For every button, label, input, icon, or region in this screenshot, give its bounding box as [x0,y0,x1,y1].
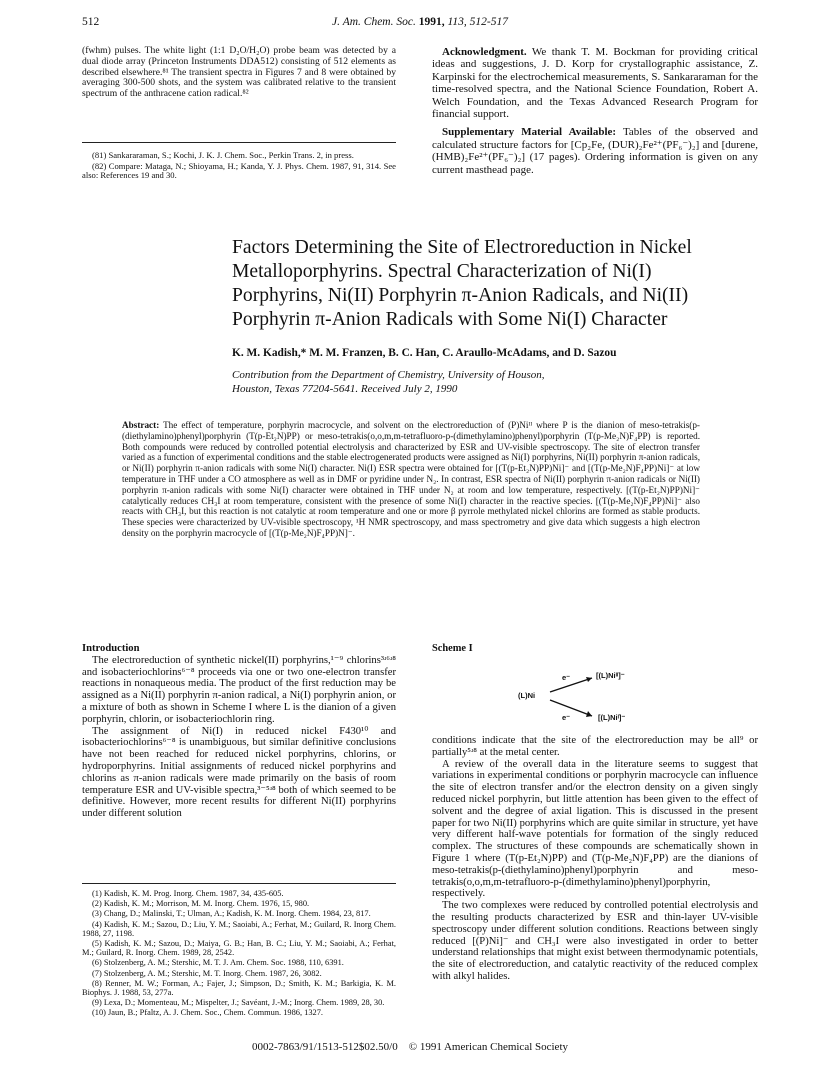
reference-5: (5) Kadish, K. M.; Sazou, D.; Maiya, G. B.; Han, B. C.; Liu, Y. M.; Saoiabi, A.; Ferhat, M.; Guilard, R. Inorg. Chem. 1989, 28, 2542. [82,939,396,958]
acknowledgment-block [432,46,758,176]
article-affiliation [232,368,702,396]
footer-code: 0002-7863/91/1513-512$02.50/0 [251,1041,398,1053]
reference-9: (9) Lexa, D.; Momenteau, M.; Mispelter, J.; Savéant, J.-M.; Inorg. Chem. 1989, 28, 30. [92,998,385,1008]
page-number: 512 [82,16,100,28]
right-paragraph-2: A review of the overall data in the literature seems to suggest that variations in experimental conditions or porphyrin macrocycle can influence the site of electron transfer and/or the electron density on a given singly reduced nickel porphyrin, but little attention has been given to the effect of solvent and the degree of axial ligation. This is discussed in the present paper for two Ni(II) porphyrins which are quite similar in structure, yet have very different half-wave potentials for formation of the singly reduced complex. The structures of these compounds are schematically shown in Figure 1 where (T(p-Et₂N)PP) and (T(p-Me₂N)F₄PP) are the dianions of meso-tetrakis(p-(diethylamino)phenyl)porphyrin and meso-tetrakis(o,o,m,m-tetrafluoro-p-(dimethylamino)phenyl)porphyrin, respectively. [432,758,758,900]
reference-4: (4) Kadish, K. M.; Sazou, D.; Liu, Y. M.; Saoiabi, A.; Ferhat, M.; Guilard, R. Inorg Chem. 1988, 27, 1198. [82,919,396,938]
scheme-electron-lower: e⁻ [562,713,571,722]
affiliation-line-2: Houston, Texas 77204-5641. Received July 2, 1990 [232,383,458,395]
footnote-divider [82,142,396,143]
references-list [82,889,396,1019]
footnote-82: (82) Compare: Mataga, N.; Shioyama, H.; Kanda, Y. J. Phys. Chem. 1987, 91, 314. See also: References 19 and 30. [82,160,396,181]
reference-7: (7) Stolzenberg, A. M.; Stershic, M. T. Inorg. Chem. 1987, 26, 3082. [92,968,322,978]
introduction-paragraph-2: The assignment of Ni(I) in reduced nickel F430¹⁰ and isobacteriochlorins⁶⁻⁸ is unambiguous, but similar definitive conclusions have not been reached for reduced nickel porphyrins, chlorins, or hydroporphyrins. Initial assignments of reduced nickel porphyrins and chlorins as π-anion radicals were made primarily on the basis of room temperature ESR and UV-visible spectra,³⁻⁵ʴ⁸ both of which seemed to be definitive. However, more recent results for different Ni(II) porphyrins under different solution [82,725,396,820]
introduction-heading: Introduction [82,643,140,654]
right-paragraph-3: The two complexes were reduced by controlled potential electrolysis and the resulting products characterized by ESR and thin-layer UV-visible spectroscopy under different solution conditions. Reactions between singly reduced [(P)Ni]⁻ and CH₃I were also investigated in order to better understand relationships that might exist between thermodynamic potentials, the site of electroreduction, and catalytic reactivity of the reduced complex with alkyl halides. [432,900,758,982]
previous-article-paragraph: (fwhm) pulses. The white light (1:1 D₂O/H₂O) probe beam was detected by a dual diode array (Princeton Instruments DDA512) consisting of 512 elements as described elsewhere.⁸¹ The transient spectra in Figures 7 and 8 were obtained by averaging 300-500 shots, and the system was calibrated relative to the transient spectrum of the anthracene cation radical.⁸² [82,45,396,100]
previous-article-footnotes [82,151,396,182]
journal-citation [82,16,758,28]
journal-year: 1991, [418,16,445,28]
scheme-left-species: (L)Ni [518,691,536,700]
introduction-paragraph-1: The electroreduction of synthetic nickel(II) porphyrins,¹⁻⁹ chlorins³ʴ⁶ʴ⁸ and isobacteriochlorins⁶⁻⁸ proceeds via one or two one-electron transfer reactions in nonaqueous media. The product of the first reduction may be assigned as a Ni(II) porphyrin π-anion radical, a Ni(I) porphyrin anion, or a mixture of both as shown in Scheme I where L is the dianion of a given porphyrin, chlorin, or isobacteriochlorin ring. [82,654,396,725]
abstract-text: The effect of temperature, porphyrin macrocycle, and solvent on the electroreduction of (P)Niᴵᴵ where P is the dianion of meso-tetrakis(p-(diethylamino)phenyl)porphyrin (T(p-Et₂N)PP) or meso-tetrakis(o,o,m,m-tetrafluoro-p-(dimethylamino)phenyl)porphyrin (T(p-Me₂N)F₄PP) is reported. Both compounds were reduced by controlled potential electrolysis and characterized by ESR and UV-visible spectroscopy. The site of electron transfer varied as a function of experimental conditions and the stable electrogenerated products were assigned as Ni(I) porphyrins, Ni(II) porphyrin π-anion radicals, or Ni(II) porphyrin π-anion radicals with some Ni(I) character. Ni(I) ESR spectra were obtained for [(T(p-Et₂N)PP)Ni]⁻ and [(T(p-Me₂N)F₄PP)Ni]⁻ at low temperature in THF under a CO atmosphere as well as in DMF or pyridine under N₂. In contrast, ESR spectra of Ni(II) porphyrin π-anion radicals or Ni(II) porphyrin π-anion radicals with some Ni(I) character were obtained in THF under N₂ at room and low temperature, respectively. [(T(p-Et₂N)PP)Ni]⁻ catalytically reduces CH₃I at room temperature, consistent with the presence of some Ni(I) character in the reactive species. [(T(p-Me₂N)F₄PP)Ni]⁻ also reacts with CH₃I, but this reaction is not catalytic at room temperature and one or more β pyrrole methylated nickel chlorins are formed as stable products. These species were characterized by UV-visible spectroscopy, ¹H NMR spectroscopy, and mass spectrometry and give data which suggests a high electron density on the porphyrin macrocycle of [(T(p-Me₂N)F₄PP)N]⁻. [122,420,700,538]
affiliation-line-1: Contribution from the Department of Chemistry, University of Houson, [232,369,545,381]
article-title: Factors Determining the Site of Electroreduction in Nickel Metalloporphyrins. Spectral Characterization of Ni(I) Porphyrins, Ni(II) Porphyrin π-Anion Radicals, and Ni(II) Porphyrin π-Anion Radicals with Some Ni(I) Character [232,237,692,330]
article-authors: K. M. Kadish,* M. M. Franzen, B. C. Han, C. Araullo-McAdams, and D. Sazou [232,347,617,359]
scheme-arrow-upper [550,678,592,692]
references-divider [82,883,396,884]
right-paragraph-1: conditions indicate that the site of the electroreduction may be all⁹ or partially⁵ʴ⁸ at the metal center. [432,735,758,758]
right-column-text [432,735,758,983]
reference-10: (10) Jaun, B.; Pfaltz, A. J. Chem. Soc., Chem. Commun. 1986, 1327. [92,1008,324,1018]
journal-volume-pages: 113, 512-517 [447,16,508,28]
supplementary-heading: Supplementary Material Available: [442,126,617,139]
scheme-label: Scheme I [432,643,473,654]
supplementary-text: Tables of the observed and calculated structure factors for [Cp₂Fe, (DUR)₂Fe²⁺(PF₆⁻)₂] and [durene, (HMB)₂Fe²⁺(PF₆⁻)₂] (17 pages). Ordering information is given on any current masthead page. [432,126,758,176]
reference-6: (6) Stolzenberg, A. M.; Stershic, M. T. J. Am. Chem. Soc. 1988, 110, 6391. [92,958,344,968]
journal-name: J. Am. Chem. Soc. [332,16,416,28]
acknowledgment-text: We thank T. M. Bockman for providing critical ideas and suggestions, J. D. Korp for crystallographic assistance, Z. Karpinski for the electrochemical measurements, S. Sankararaman for the time-resolved spectra, and the National Science Foundation, Robert A. Welch Foundation, and the Texas Advanced Research Program for financial support. [432,46,758,121]
page-footer [0,1041,820,1053]
footnote-81: (81) Sankararaman, S.; Kochi, J. K. J. Chem. Soc., Perkin Trans. 2, in press. [92,150,354,160]
scheme-arrow-lower [550,700,592,716]
previous-article-text [82,46,396,100]
reference-8: (8) Renner, M. W.; Forman, A.; Fajer, J.; Simpson, D.; Smith, K. M.; Barkigia, K. M. Biophys. J. 1988, 53, 277a. [82,978,396,998]
reference-2: (2) Kadish, K. M.; Morrison, M. M. Inorg. Chem. 1976, 15, 980. [92,899,310,909]
reference-1: (1) Kadish, K. M. Prog. Inorg. Chem. 1987, 34, 435-605. [92,889,284,898]
scheme-electron-upper: e⁻ [562,673,571,682]
scheme-lower-product: [(L)Niᴵ]⁻ [598,713,626,722]
running-header [82,16,758,32]
scheme-upper-product: [(L)Niᴵᴵ]⁻ [596,671,625,680]
abstract [122,420,700,539]
abstract-label: Abstract: [122,420,160,430]
introduction-section [82,643,396,820]
acknowledgment-heading: Acknowledgment. [442,46,527,58]
footer-copyright: © 1991 American Chemical Society [408,1041,568,1053]
scheme-diagram [500,664,660,724]
reference-3: (3) Chang, D.; Malinski, T.; Ulman, A.; Kadish, K. M. Inorg. Chem. 1984, 23, 817. [92,909,371,919]
